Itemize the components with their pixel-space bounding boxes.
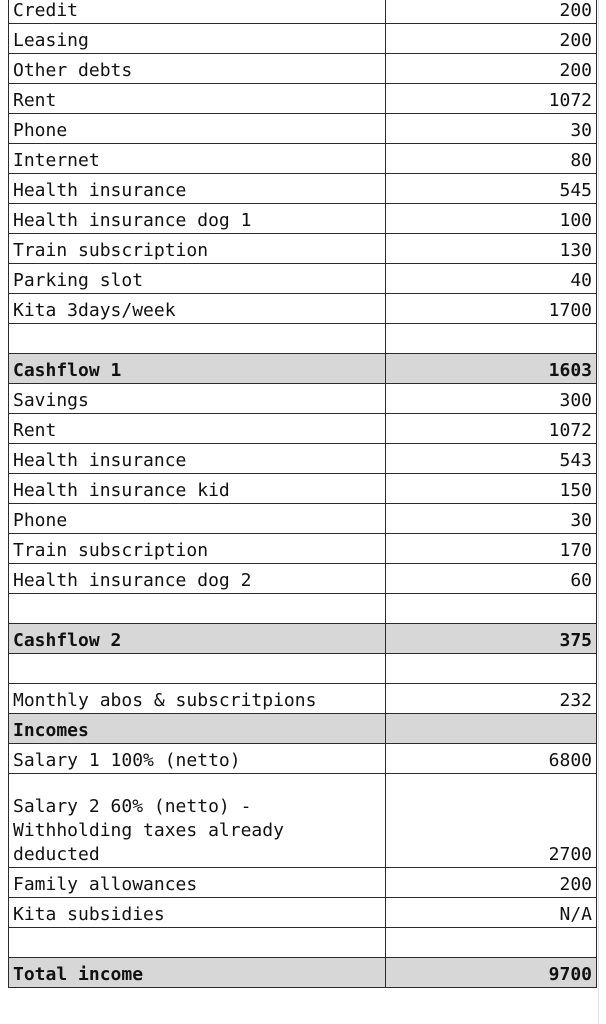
label-cell[interactable]: Health insurance dog 2 <box>9 564 386 594</box>
label-cell[interactable]: Internet <box>9 144 386 174</box>
label-cell[interactable]: Kita subsidies <box>9 898 386 928</box>
value-cell[interactable] <box>386 654 597 684</box>
label-cell[interactable]: Credit <box>9 0 386 24</box>
table-row <box>9 204 597 234</box>
value-cell[interactable] <box>386 714 597 744</box>
value-cell[interactable]: 545 <box>386 174 597 204</box>
label-cell[interactable]: Train subscription <box>9 234 386 264</box>
empty-row <box>9 594 597 624</box>
section-header-row <box>9 624 597 654</box>
label-cell[interactable]: Cashflow 2 <box>9 624 386 654</box>
value-cell[interactable] <box>386 928 597 958</box>
label-cell[interactable]: Rent <box>9 414 386 444</box>
value-cell[interactable]: 232 <box>386 684 597 714</box>
value-cell[interactable]: 6800 <box>386 744 597 774</box>
value-cell[interactable]: 100 <box>386 204 597 234</box>
sheet-edge-gridline <box>598 0 599 1024</box>
value-cell[interactable]: 1700 <box>386 294 597 324</box>
table-row <box>9 0 597 24</box>
table-row <box>9 24 597 54</box>
value-cell[interactable]: 200 <box>386 24 597 54</box>
value-cell[interactable]: 300 <box>386 384 597 414</box>
value-cell[interactable]: 200 <box>386 868 597 898</box>
table-row <box>9 774 597 868</box>
value-cell[interactable]: 1072 <box>386 84 597 114</box>
table-row <box>9 54 597 84</box>
value-cell[interactable]: 170 <box>386 534 597 564</box>
value-cell[interactable]: 9700 <box>386 958 597 988</box>
table-row <box>9 504 597 534</box>
table-row <box>9 534 597 564</box>
label-cell[interactable] <box>9 324 386 354</box>
label-cell[interactable]: Phone <box>9 114 386 144</box>
label-cell[interactable] <box>9 928 386 958</box>
label-cell[interactable]: Parking slot <box>9 264 386 294</box>
value-cell[interactable]: 1603 <box>386 354 597 384</box>
table-row <box>9 744 597 774</box>
value-cell[interactable]: 30 <box>386 114 597 144</box>
label-cell[interactable]: Health insurance kid <box>9 474 386 504</box>
table-row <box>9 898 597 928</box>
table-row <box>9 234 597 264</box>
label-cell[interactable]: Salary 1 100% (netto) <box>9 744 386 774</box>
section-header-row <box>9 958 597 988</box>
value-cell[interactable]: N/A <box>386 898 597 928</box>
label-cell[interactable]: Health insurance <box>9 444 386 474</box>
table-row <box>9 294 597 324</box>
table-row <box>9 264 597 294</box>
value-cell[interactable]: 40 <box>386 264 597 294</box>
label-cell[interactable]: Health insurance <box>9 174 386 204</box>
table-row <box>9 84 597 114</box>
value-cell[interactable]: 80 <box>386 144 597 174</box>
label-cell[interactable]: Monthly abos & subscritpions <box>9 684 386 714</box>
label-cell[interactable]: Salary 2 60% (netto) - Withholding taxes already deducted <box>9 774 386 868</box>
label-cell[interactable]: Family allowances <box>9 868 386 898</box>
label-cell[interactable] <box>9 654 386 684</box>
label-cell[interactable]: Total income <box>9 958 386 988</box>
table-row <box>9 868 597 898</box>
value-cell[interactable]: 375 <box>386 624 597 654</box>
table-row <box>9 384 597 414</box>
section-header-row <box>9 714 597 744</box>
value-cell[interactable] <box>386 324 597 354</box>
label-cell[interactable]: Kita 3days/week <box>9 294 386 324</box>
label-cell[interactable] <box>9 594 386 624</box>
value-cell[interactable]: 543 <box>386 444 597 474</box>
empty-row <box>9 928 597 958</box>
label-cell[interactable]: Savings <box>9 384 386 414</box>
empty-row <box>9 654 597 684</box>
value-cell[interactable]: 200 <box>386 54 597 84</box>
table-row <box>9 414 597 444</box>
section-header-row <box>9 354 597 384</box>
value-cell[interactable]: 200 <box>386 0 597 24</box>
table-row <box>9 144 597 174</box>
label-cell[interactable]: Train subscription <box>9 534 386 564</box>
table-row <box>9 564 597 594</box>
value-cell[interactable]: 150 <box>386 474 597 504</box>
label-cell[interactable]: Leasing <box>9 24 386 54</box>
table-row <box>9 114 597 144</box>
label-cell[interactable]: Other debts <box>9 54 386 84</box>
label-cell[interactable]: Phone <box>9 504 386 534</box>
label-cell[interactable]: Health insurance dog 1 <box>9 204 386 234</box>
value-cell[interactable] <box>386 594 597 624</box>
table-row <box>9 684 597 714</box>
budget-table <box>8 0 597 988</box>
label-cell[interactable]: Rent <box>9 84 386 114</box>
budget-table-body <box>9 0 597 988</box>
table-row <box>9 444 597 474</box>
table-row <box>9 474 597 504</box>
value-cell[interactable]: 60 <box>386 564 597 594</box>
value-cell[interactable]: 2700 <box>386 774 597 868</box>
label-cell[interactable]: Incomes <box>9 714 386 744</box>
table-row <box>9 174 597 204</box>
value-cell[interactable]: 30 <box>386 504 597 534</box>
value-cell[interactable]: 130 <box>386 234 597 264</box>
label-cell[interactable]: Cashflow 1 <box>9 354 386 384</box>
empty-row <box>9 324 597 354</box>
value-cell[interactable]: 1072 <box>386 414 597 444</box>
